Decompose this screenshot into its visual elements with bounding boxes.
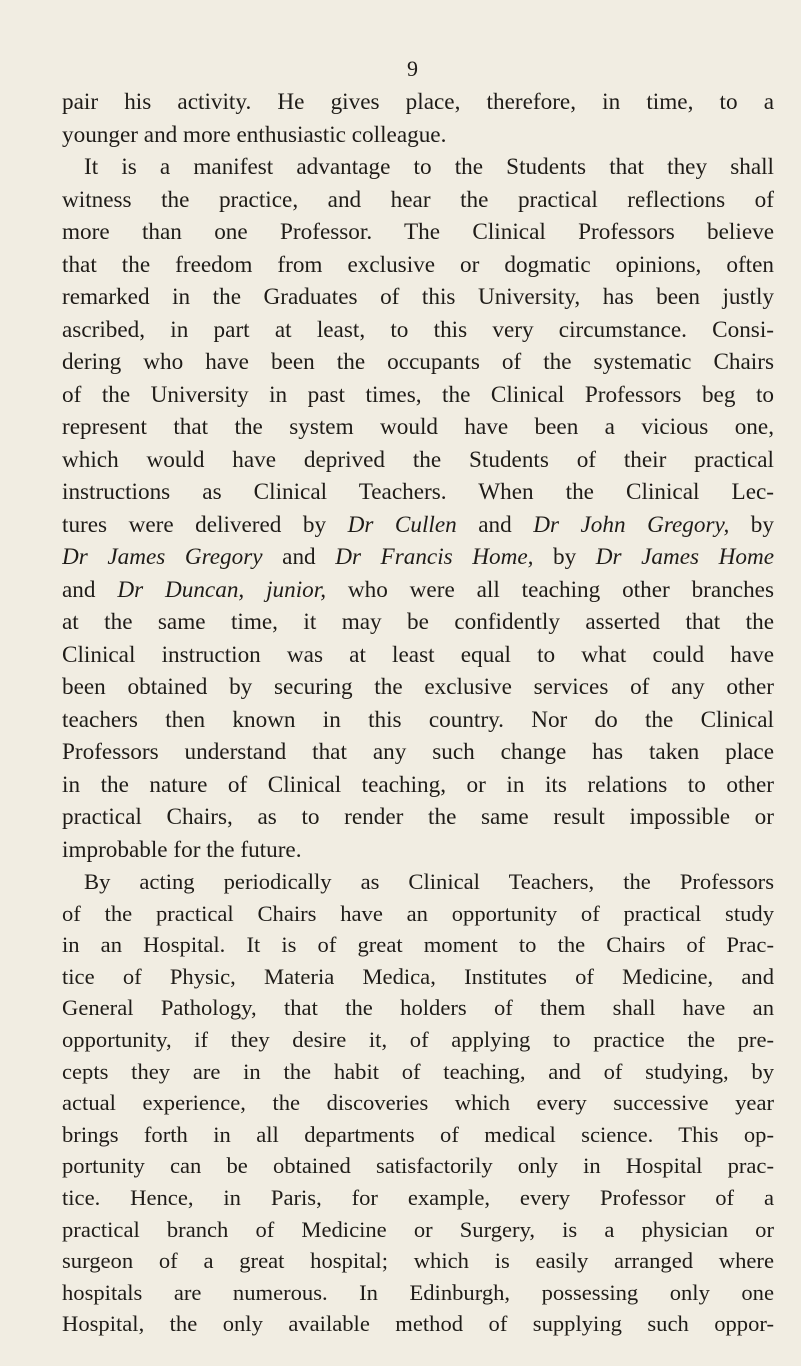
text-line: at the same time, it may be confidently asserted that the: [62, 609, 774, 635]
text-line: brings forth in all departments of medical science. This op-: [62, 1121, 774, 1147]
text-line: portunity can be obtained satisfactorily only in Hospital prac-: [62, 1153, 774, 1179]
line-text: and: [262, 544, 336, 570]
text-line: Professors understand that any such change has taken place: [62, 739, 774, 765]
text-line: actual experience, the discoveries which every successive year: [62, 1090, 774, 1116]
line-text: tures were delivered by: [62, 511, 348, 538]
paragraph-start-line: It is a manifest advantage to the Students that they shall: [84, 154, 774, 180]
person-name: Dr John Gregory,: [533, 511, 730, 538]
text-line: of the University in past times, the Clinical Professors beg to: [62, 381, 774, 408]
person-name: Dr James Gregory: [62, 544, 263, 570]
text-line: cepts they are in the habit of teaching, and of studying, by: [62, 1058, 774, 1084]
text-line: instructions as Clinical Teachers. When the Clinical Lec-: [62, 479, 774, 505]
person-name: Dr Cullen: [347, 511, 457, 538]
text-line: surgeon of a great hospital; which is easily arranged where: [62, 1248, 774, 1274]
person-name: Dr Francis Home,: [335, 544, 534, 570]
text-line: in an Hospital. It is of great moment to the Chairs of Prac-: [62, 932, 774, 958]
paragraph-start-line: By acting periodically as Clinical Teachers, the Professors: [84, 869, 774, 894]
body-text: [62, 86, 774, 1340]
text-line: of the practical Chairs have an opportunity of practical study: [62, 900, 774, 926]
text-line-with-names: [62, 509, 774, 542]
text-line: improbable for the future.: [62, 836, 302, 863]
page-number: 9: [407, 56, 418, 81]
line-text: by: [729, 511, 774, 538]
text-line: tice of Physic, Materia Medica, Institutes of Medicine, and: [62, 963, 774, 989]
text-line: ascribed, in part at least, to this very circumstance. Consi-: [62, 316, 774, 343]
line-text: and: [62, 576, 118, 603]
text-line: practical Chairs, as to render the same result impossible or: [62, 804, 774, 830]
text-line: represent that the system would have been a vicious one,: [62, 414, 774, 440]
text-line: teachers then known in this country. Nor do the Clinical: [62, 706, 774, 733]
text-line: General Pathology, that the holders of them shall have an: [62, 995, 774, 1021]
text-line-with-names: [62, 541, 774, 574]
text-line: pair his activity. He gives place, therefore, in time, to a: [62, 89, 774, 115]
text-line: hospitals are numerous. In Edinburgh, possessing only one: [62, 1279, 774, 1305]
person-name: Dr Duncan, junior,: [117, 576, 326, 603]
text-line: witness the practice, and hear the practical reflections of: [62, 186, 774, 213]
text-line-with-names: [62, 574, 774, 607]
text-line: Hospital, the only available method of supplying such oppor-: [62, 1311, 774, 1337]
text-line: more than one Professor. The Clinical Professors believe: [62, 219, 774, 245]
text-line: which would have deprived the Students of their practical: [62, 446, 774, 473]
text-line: younger and more enthusiastic colleague.: [62, 121, 447, 148]
text-line: in the nature of Clinical teaching, or in its relations to other: [62, 771, 774, 798]
text-line: Clinical instruction was at least equal to what could have: [62, 641, 774, 668]
text-line: opportunity, if they desire it, of applying to practice the pre-: [62, 1026, 774, 1052]
line-text: and: [456, 511, 534, 538]
line-text: by: [533, 544, 596, 570]
line-text: who were all teaching other branches: [326, 576, 774, 603]
text-line: dering who have been the occupants of the systematic Chairs: [62, 349, 774, 375]
text-line: been obtained by securing the exclusive services of any other: [62, 674, 774, 700]
text-line: that the freedom from exclusive or dogmatic opinions, often: [62, 251, 774, 278]
text-line: remarked in the Graduates of this University, has been justly: [62, 284, 774, 310]
person-name: Dr James Home: [595, 544, 774, 570]
text-line: practical branch of Medicine or Surgery, is a physician or: [62, 1216, 774, 1242]
text-line: tice. Hence, in Paris, for example, every Professor of a: [62, 1184, 774, 1210]
